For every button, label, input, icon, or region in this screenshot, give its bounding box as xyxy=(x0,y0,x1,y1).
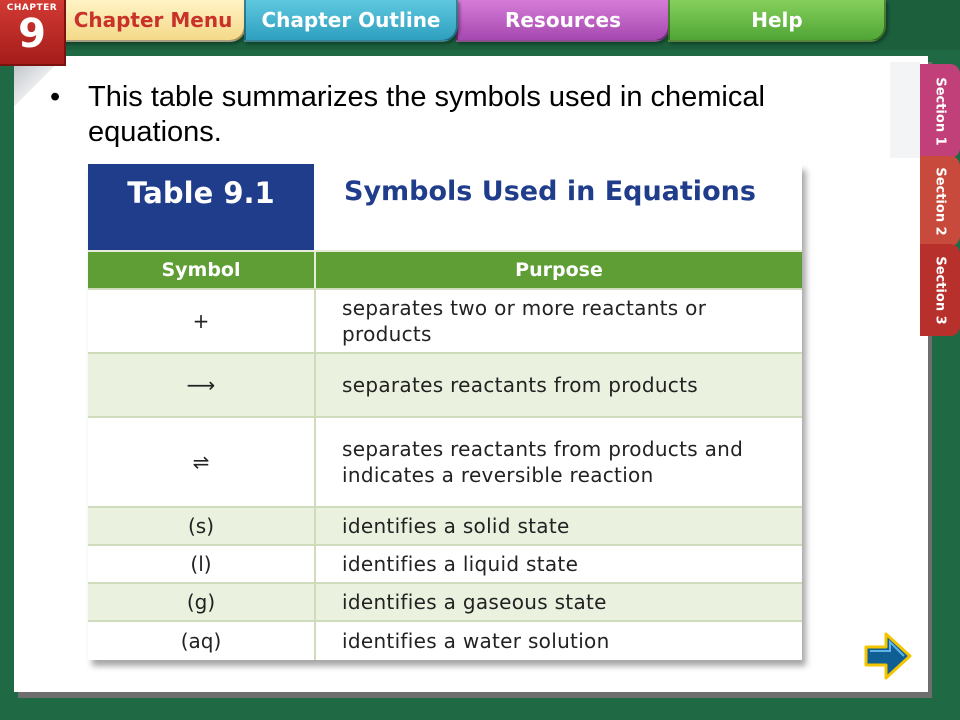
active-section-indicator xyxy=(890,62,920,158)
table-row xyxy=(88,582,802,620)
table-title: Symbols Used in Equations xyxy=(344,176,756,207)
purpose-cell: identifies a solid state xyxy=(342,514,570,538)
table-column-headers xyxy=(88,252,802,288)
column-divider xyxy=(314,418,316,506)
symbol-cell: (l) xyxy=(190,552,212,576)
purpose-cell: separates two or more reactants or products xyxy=(342,296,707,346)
symbol-cell: ⟶ xyxy=(186,373,216,397)
column-divider xyxy=(314,584,316,620)
chapter-label: CHAPTER xyxy=(6,3,58,13)
symbol-cell: (s) xyxy=(187,514,215,538)
tab-chapter-outline[interactable]: Chapter Outline xyxy=(244,0,458,42)
table-header xyxy=(88,164,802,250)
column-divider xyxy=(314,290,316,352)
column-divider xyxy=(314,546,316,582)
tab-help[interactable]: Help xyxy=(668,0,886,42)
headline-text: This table summarizes the symbols used in chemical equations. xyxy=(88,81,765,148)
tab-section-3[interactable] xyxy=(920,244,960,336)
symbol-cell: + xyxy=(192,309,210,333)
purpose-cell: identifies a water solution xyxy=(342,629,610,653)
purpose-cell: separates reactants from products xyxy=(342,373,698,397)
bullet-marker: • xyxy=(50,81,61,113)
tab-chapter-menu[interactable]: Chapter Menu xyxy=(60,0,246,42)
purpose-cell: identifies a gaseous state xyxy=(342,590,607,614)
table-row xyxy=(88,544,802,582)
section-3-label: Section 3 xyxy=(932,255,948,325)
purpose-cell: separates reactants from products and indicates a reversible reaction xyxy=(342,437,744,487)
table-row xyxy=(88,288,802,352)
section-2-label: Section 2 xyxy=(932,166,948,236)
chapter-badge xyxy=(0,0,66,66)
symbol-cell: (aq) xyxy=(180,629,222,653)
column-divider xyxy=(314,622,316,660)
table-row xyxy=(88,352,802,416)
symbol-cell: ⇌ xyxy=(192,450,210,474)
table-row xyxy=(88,416,802,506)
table-row xyxy=(88,506,802,544)
table-number: Table 9.1 xyxy=(88,164,314,250)
column-divider xyxy=(314,508,316,544)
table-row xyxy=(88,620,802,660)
column-header-symbol: Symbol xyxy=(161,259,241,281)
tab-section-2[interactable] xyxy=(920,156,960,246)
tab-resources[interactable]: Resources xyxy=(456,0,670,42)
section-1-label: Section 1 xyxy=(932,76,948,146)
next-slide-button[interactable] xyxy=(862,630,914,682)
slide-headline xyxy=(50,80,830,152)
right-arrow-icon xyxy=(862,630,914,682)
column-header-purpose: Purpose xyxy=(515,259,603,281)
table-body xyxy=(88,288,802,660)
symbol-cell: (g) xyxy=(186,590,216,614)
column-divider xyxy=(314,354,316,416)
symbols-table xyxy=(88,164,802,660)
chapter-number: 9 xyxy=(18,11,46,57)
purpose-cell: identifies a liquid state xyxy=(342,552,579,576)
tab-section-1[interactable] xyxy=(920,64,960,158)
